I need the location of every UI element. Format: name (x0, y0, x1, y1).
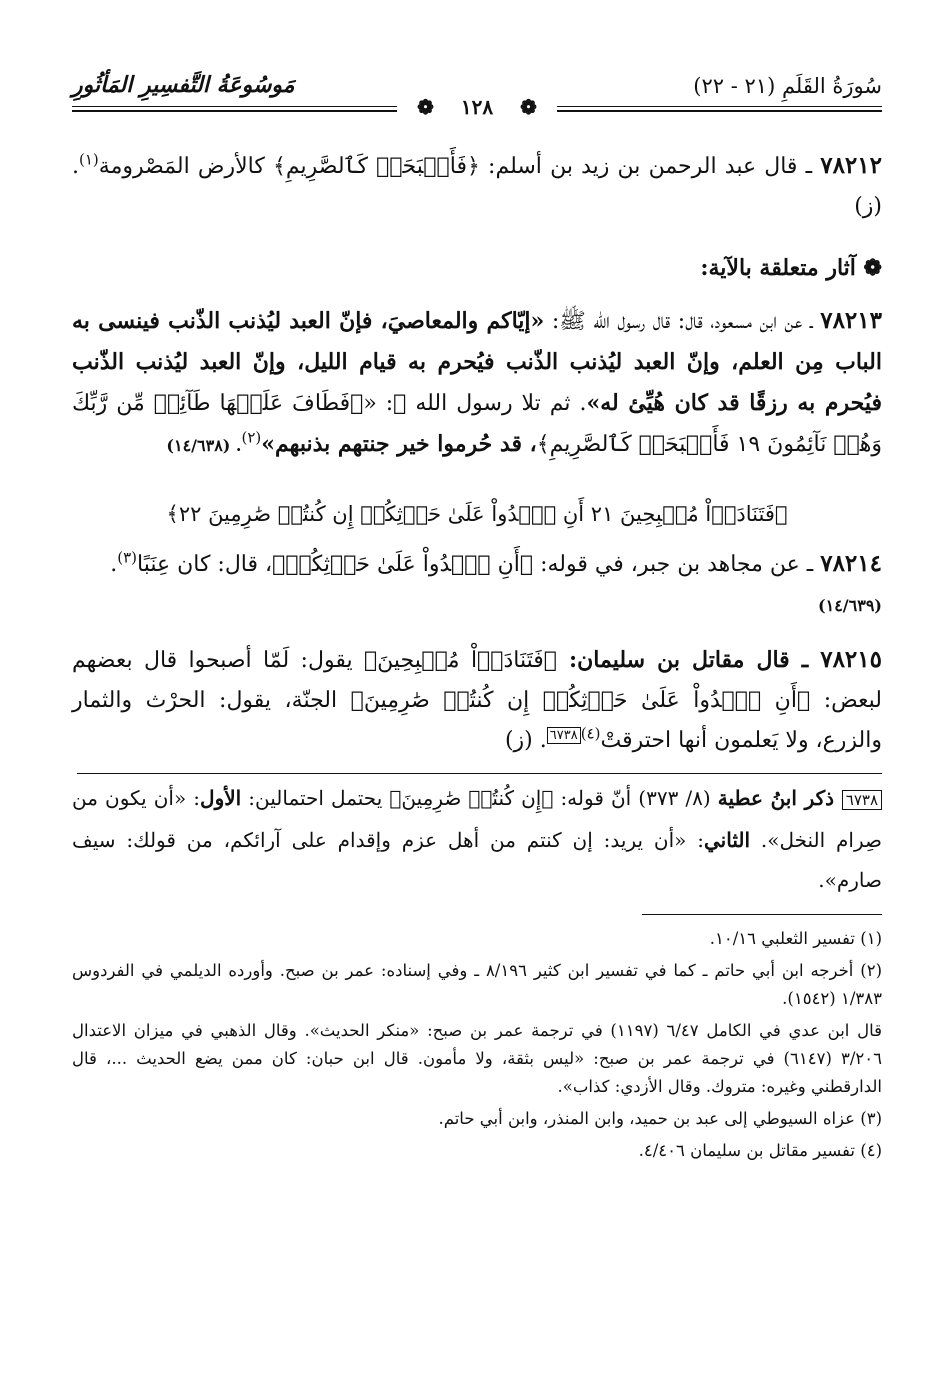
ornament-icon: ❁ (407, 95, 444, 119)
quran-quote: ﴿أَنِ ٱغۡدُواْ عَلَىٰ حَرۡثِكُمۡ إِن كُنتُمۡ صَٰرِمِينَ﴾ (350, 688, 811, 713)
entry-78215: ٧٨٢١٥ ـ قال مقاتل بن سليمان: ﴿فَتَنَادَوۡاْ مُصۡبِحِينَ﴾ يقول: لَمّا أصبحوا قال بعضهم لبعض: ﴿أَنِ ٱغۡدُواْ عَلَىٰ حَرۡثِكُمۡ إِن كُنتُمۡ صَٰرِمِينَ﴾ الجنّة، يقول: الحرْث والثمار والزرع، ولا يَعلمون أنها احترقتْ$^{(٤)٦٧٣٨}$. (ز) (72, 646, 883, 753)
quran-quote: ﴿فَتَنَادَوۡاْ مُصۡبِحِينَ﴾ (363, 648, 557, 673)
quran-quote: «﴿فَطَافَ عَلَيۡهَا طَآئِفٞ مِّن رَّبِّكَ وَهُمۡ نَآئِمُونَ ١٩ فَأَصۡبَحَتۡ كَٱلصَّرِيمِ﴾ (72, 391, 882, 457)
entry-number: ٧٨٢١٥ (820, 646, 882, 673)
entry-number: ٧٨٢١٤ (820, 550, 882, 577)
quran-quote: ﴿إِن كُنتُمۡ صَٰرِمِينَ﴾ (389, 786, 554, 810)
source-ref: . (١٤/٦٣٨) (166, 436, 242, 455)
footnote-ref: (٤) (580, 724, 601, 743)
footnote-2: (٢) أخرجه ابن أبي حاتم ـ كما في تفسير ابن كثير ٨/١٩٦ ـ وفي إسناده: عمر بن صبح. وأورده الديلمي في الفردوس ١/٣٨٣ (١٥٤٢). (72, 961, 882, 1008)
page (72, 70, 882, 1169)
entry-number: ٧٨٢١٢ (820, 152, 882, 179)
footnote-ref: (١) (79, 150, 99, 169)
note-ref-box: ٦٧٣٨ (547, 727, 581, 744)
quran-quote: ﴿فَأَصۡبَحَتۡ كَٱلصَّرِيمِ﴾ (273, 154, 480, 179)
note-divider (77, 773, 882, 774)
hadith-text: «إيّاكم والمعاصيَ، فإنّ العبد ليُذنب الذّنب فينسى به الباب مِن العلم، وإنّ العبد ليُذنب الذّنب فيُحرم به قيام الليل، وإنّ العبد ليُذنب الذّنب فيُحرم به رزقًا قد كان هُيِّئ له» (72, 308, 882, 416)
ornament-icon: ❁ (510, 95, 547, 119)
aya-block: ﴿فَتَنَادَوۡاْ مُصۡبِحِينَ ٢١ أَنِ ٱغۡدُواْ عَلَىٰ حَرۡثِكُمۡ إِن كُنتُمۡ صَٰرِمِينَ ٢٢﴾ (166, 502, 788, 526)
entry-78212: ٧٨٢١٢ ـ قال عبد الرحمن بن زيد بن أسلم: ﴿فَأَصۡبَحَتۡ كَٱلصَّرِيمِ﴾ كالأرض المَصْرومة$^{(١)}$. (ز) (72, 150, 882, 219)
book-title: مَوسُوعَةُ التَّفسِيرِ المَأثُورِ (72, 72, 295, 98)
quran-quote: ﴿أَنِ ٱغۡدُواْ عَلَىٰ حَرۡثِكُمۡ﴾ (272, 552, 534, 577)
footnotes (72, 925, 882, 1165)
footnote-divider (642, 914, 882, 915)
page-number: ١٢٨ (451, 95, 503, 119)
footnote-3: (٣) عزاه السيوطي إلى عبد بن حميد، وابن المنذر، وابن أبي حاتم. (438, 1109, 882, 1128)
page-header (72, 70, 882, 128)
section-title: ❁ آثار متعلقة بالآية: (700, 255, 882, 281)
footnote-4: (٤) تفسير مقاتل بن سليمان ٤/٤٠٦. (638, 1141, 882, 1160)
entry-78214: ٧٨٢١٤ ـ عن مجاهد بن جبر، في قوله: ﴿أَنِ ٱغۡدُواْ عَلَىٰ حَرۡثِكُمۡ﴾، قال: كان عِنَبًا$^{(٣)}$. (١٤/٦٣٩) (110, 548, 882, 615)
entry-78213: ٧٨٢١٣ ـ عن ابن مسعود، قال: قال رسول الله ﷺ: «إيّاكم والمعاصيَ، فإنّ العبد ليُذنب الذّنب فينسى به الباب مِن العلم، وإنّ العبد ليُذنب الذّنب فيُحرم به قيام الليل، وإنّ العبد ليُذنب الذّنب فيُحرم به رزقًا قد كان هُيِّئ له». ثم تلا رسول الله ﷺ: «﴿فَطَافَ عَلَيۡهَا طَآئِفٞ مِّن رَّبِّكَ وَهُمۡ نَآئِمُونَ ١٩ فَأَصۡبَحَتۡ كَٱلصَّرِيمِ﴾، قد حُرموا خير جنتهم بذنبهم»$^{(٢)}$. (١٤/٦٣٨) (72, 307, 882, 457)
entry-number: ٧٨٢١٣ (820, 307, 882, 334)
footnote-ref: (٣) (117, 548, 137, 567)
surah-title: سُورَةُ القَلَمِ (٢١ - ٢٢) (693, 74, 882, 98)
source-ref: (١٤/٦٣٩) (818, 596, 882, 615)
note-6738: ٦٧٣٨ ذكر ابنُ عطية (٨/ ٣٧٣) أنّ قوله: ﴿إِن كُنتُمۡ صَٰرِمِينَ﴾ يحتمل احتمالين: الأول: «أن يكون من صِرام النخل». الثاني: «أن يريد: إن كنتم من أهل عزم وإقدام على آرائكم، من قولك: سيف صارم». (72, 786, 882, 892)
note-number-box: ٦٧٣٨ (842, 790, 882, 810)
author-name: ابنُ عطية (717, 786, 797, 810)
footnote-ref: (٢) (241, 428, 262, 447)
footnote-2-cont: قال ابن عدي في الكامل ٦/٤٧ (١١٩٧) في ترجمة عمر بن صبح: «منكر الحديث». وقال الذهبي في ميزان الاعتدال ٣/٢٠٦ (٦١٤٧) في ترجمة عمر بن صبح: «ليس بثقة، ولا مأمون. قال ابن حبان: كان ممن يضع الحديث ...، قال الدارقطني وغيره: متروك. وقال الأزدي: كذاب». (72, 1021, 883, 1096)
footnote-1: (١) تفسير الثعلبي ١٠/١٦. (709, 929, 882, 948)
hadith-text: ، قد حُرموا خير جنتهم بذنبهم» (261, 431, 537, 457)
